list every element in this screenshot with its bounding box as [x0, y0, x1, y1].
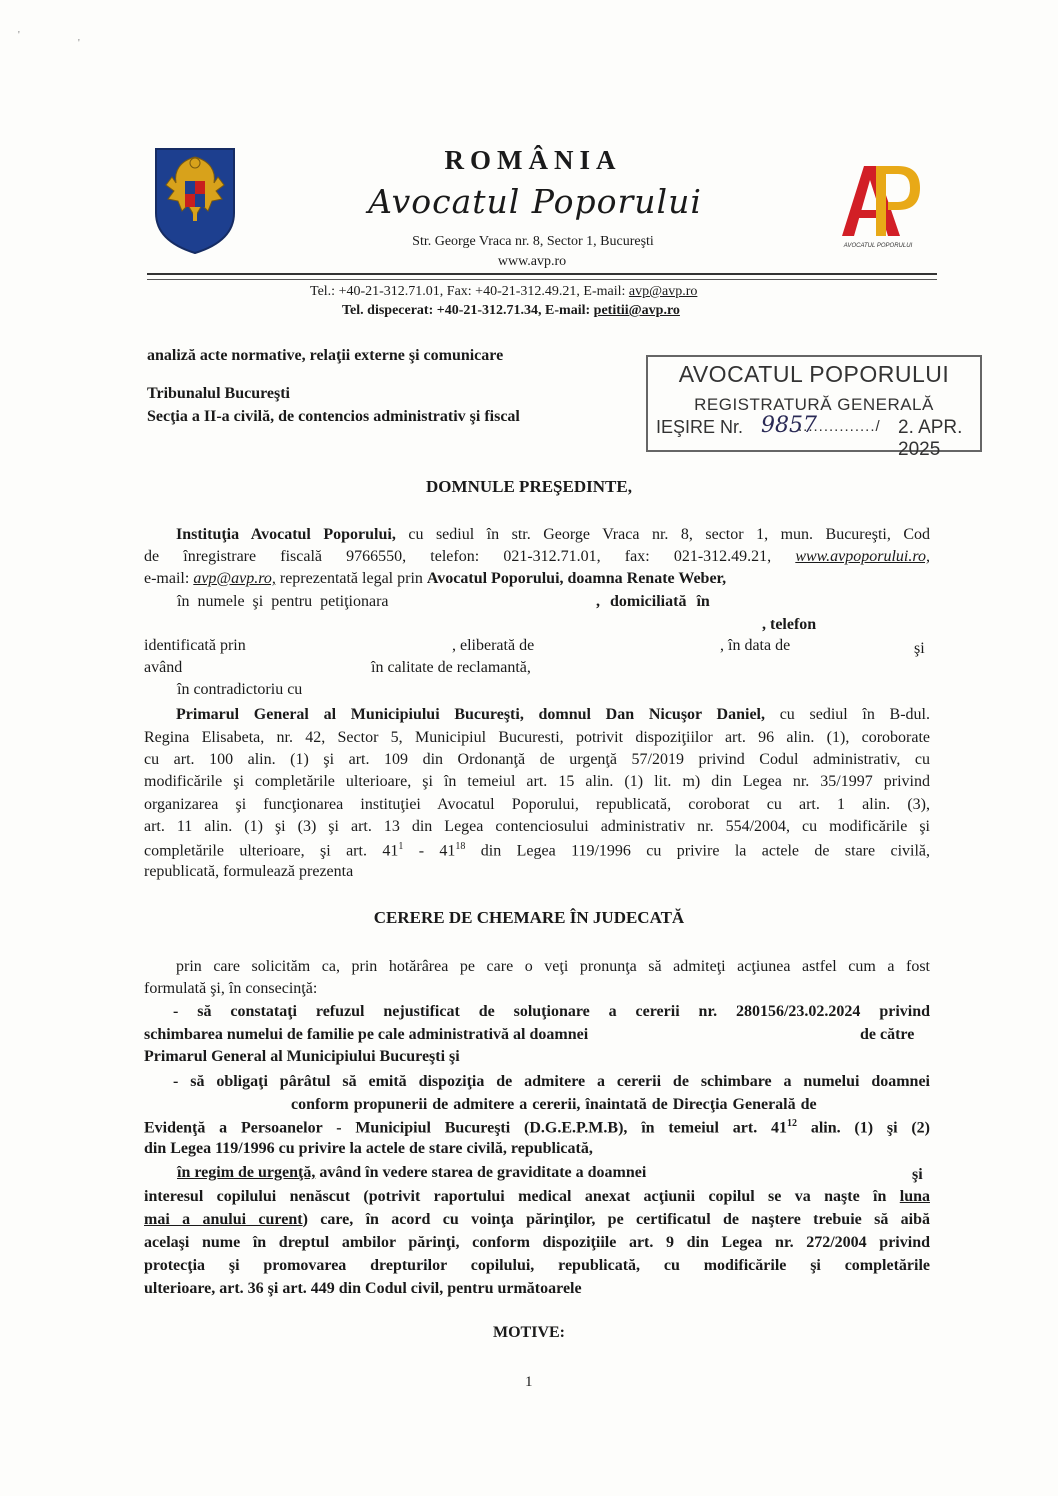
header-divider-thin: [147, 279, 937, 280]
stamp-dots: .............../: [798, 418, 881, 435]
defendant-line-8: republicată, formulează prezenta: [144, 863, 354, 880]
request-line-15: ulterioare, art. 36 şi art. 449 din Codul civil, pentru următoarele: [144, 1280, 582, 1297]
page-number: 1: [525, 1374, 533, 1390]
dispatch-line: Tel. dispecerat: +40-21-312.71.34, E-mail: petitii@avp.ro: [342, 303, 680, 318]
contact-line: Tel.: +40-21-312.71.01, Fax: +40-21-312.49.21, E-mail: avp@avp.ro: [310, 284, 698, 299]
intro-line-8: în contradictoriu cu: [177, 681, 303, 698]
petitions-email-link[interactable]: petitii@avp.ro: [593, 303, 680, 318]
defendant-line-4: modificările şi completările ulterioare, şi în temeiul art. 15 alin. (1) lit. m) din Legea nr. 35/1997 privind: [144, 773, 930, 790]
defendant-line-6: art. 11 alin. (1) şi (3) şi art. 13 din Legea contenciosului administrativ nr. 554/2004, cu modificările şi: [144, 818, 930, 835]
addressee-section: Secţia a II-a civilă, de contencios administrativ şi fiscal: [147, 408, 520, 425]
request-line-1: prin care solicităm ca, prin hotărârea pe care o veţi pronunţa să admiteţi acţiunea astfel cum a fost: [176, 958, 930, 975]
intro-line-4: în numele şi pentru petiţionara: [177, 593, 389, 610]
institution-address: Str. George Vraca nr. 8, Sector 1, Bucureşti: [412, 234, 654, 249]
request-line-10c: şi: [912, 1166, 923, 1183]
intro-line-6a: identificată prin: [144, 637, 246, 654]
country-name: ROMÂNIA: [444, 145, 622, 175]
intro-line-3: e-mail: avp@avp.ro, reprezentată legal prin Avocatul Poporului, doamna Renate Weber,: [144, 570, 727, 587]
request-line-4a: schimbarea numelui de familie pe cale administrativă al doamnei: [144, 1026, 589, 1043]
intro-line-4b: , domiciliată în: [596, 593, 710, 610]
addressee-court: Tribunalul Bucureşti: [147, 385, 290, 402]
motive-heading: MOTIVE:: [493, 1324, 565, 1341]
intro-line-7b: în calitate de reclamantă,: [371, 659, 531, 676]
intro-line-6b: , eliberată de: [452, 637, 535, 654]
institution-name: Avocatul Poporului: [368, 182, 702, 221]
request-line-2: formulată şi, în consecinţă:: [144, 980, 318, 997]
request-line-7: conform propunerii de admitere a cererii, înaintată de Direcţia Generală de: [291, 1096, 817, 1113]
request-line-9: din Legea 119/1996 cu privire la actele de stare civilă, republicată,: [144, 1140, 593, 1157]
salutation: DOMNULE PREŞEDINTE,: [426, 477, 632, 496]
request-line-6: - să obligaţi pârâtul să emită dispoziţia de admitere a cererii de schimbare a numelui doamnei: [173, 1073, 930, 1090]
intro-line-6c: , în data de: [720, 637, 791, 654]
scan-mark: ': [78, 38, 80, 49]
website-link[interactable]: www.avpoporului.ro,: [795, 548, 930, 565]
institution-website: www.avp.ro: [497, 254, 567, 269]
logo-caption: AVOCATUL POPORULUI: [843, 243, 913, 249]
request-line-12: mai a anului curent) care, în acord cu voinţa părinţilor, pe certificatul de naştere trebuie să aibă: [144, 1211, 931, 1228]
request-line-14: protecţia şi promovarea drepturilor copilului, republicată, cu modificările şi completările: [144, 1257, 930, 1274]
header-divider: [147, 273, 937, 275]
request-line-11: interesul copilului nenăscut (potrivit raportului medical anexat acţiunii copilul se va naşte în luna: [144, 1188, 930, 1205]
intro-line-7a: având: [144, 659, 183, 676]
intro-line-2: de înregistrare fiscală 9766550, telefon: 021-312.71.01, fax: 021-312.49.21, www.avpoporului.ro,: [144, 548, 930, 565]
request-line-8: Evidenţă a Persoanelor - Municipiul Bucureşti (D.G.E.P.M.B), în temeiul art. $41^{12}$ alin. (1) şi (2): [144, 1118, 930, 1137]
defendant-line-3: cu art. 100 alin. (1) şi art. 109 din Ordonanţă de urgenţă 57/2019 privind Codul administrativ, cu: [144, 751, 930, 768]
registry-stamp: [646, 355, 982, 460]
email-link-body[interactable]: avp@avp.ro,: [193, 570, 276, 587]
defendant-line-5: organizarea şi funcţionarea instituţiei Avocatul Poporului, republicată, coroborat cu art. 1 alin. (3),: [144, 796, 930, 813]
stamp-label: IEŞIRE Nr.: [656, 417, 744, 437]
stamp-date: 2. APR. 2025: [898, 417, 963, 460]
request-line-4b: de către: [860, 1026, 915, 1043]
request-line-5: Primarul General al Municipiului Bucureşti şi: [144, 1048, 460, 1065]
defendant-line-7: completările ulterioare, şi art. $41^1 - 41^{18}$ din Legea 119/1996 cu privire la actele de stare civilă,: [144, 841, 931, 860]
intro-line-6d: şi: [914, 640, 925, 657]
stamp-subtitle: REGISTRATURĂ GENERALĂ: [694, 395, 934, 414]
scan-mark: ': [18, 30, 20, 41]
defendant-line-1: Primarul General al Municipiului Bucureşti, domnul Dan Nicuşor Daniel, cu sediul în B-dul.: [176, 706, 930, 723]
defendant-line-2: Regina Elisabeta, nr. 42, Sector 5, Municipiul Bucuresti, potrivit dispoziţiilor art. 96 alin. (1), coroborate: [144, 729, 930, 746]
intro-line-1: Instituţia Avocatul Poporului, cu sediul în str. George Vraca nr. 8, sector 1, mun. Bucureşti, Cod: [176, 526, 931, 543]
intro-line-5: , telefon: [762, 616, 817, 633]
document-heading: CERERE DE CHEMARE ÎN JUDECATĂ: [373, 908, 685, 927]
request-line-13: acelaşi nume în dreptul ambilor părinţi, conform dispoziţiile art. 9 din Legea nr. 272/2004 privind: [144, 1234, 930, 1251]
request-line-3: - să constataţi refuzul nejustificat de soluţionare a cererii nr. 280156/23.02.2024 privind: [173, 1003, 930, 1020]
email-link[interactable]: avp@avp.ro: [628, 284, 698, 299]
stamp-number: 9857: [761, 413, 817, 438]
request-line-10a: în regim de urgenţă, având în vedere starea de graviditate a doamnei: [177, 1164, 647, 1181]
stamp-title: AVOCATUL POPORULUI: [678, 361, 950, 387]
department-line: analiză acte normative, relaţii externe şi comunicare: [147, 347, 504, 364]
